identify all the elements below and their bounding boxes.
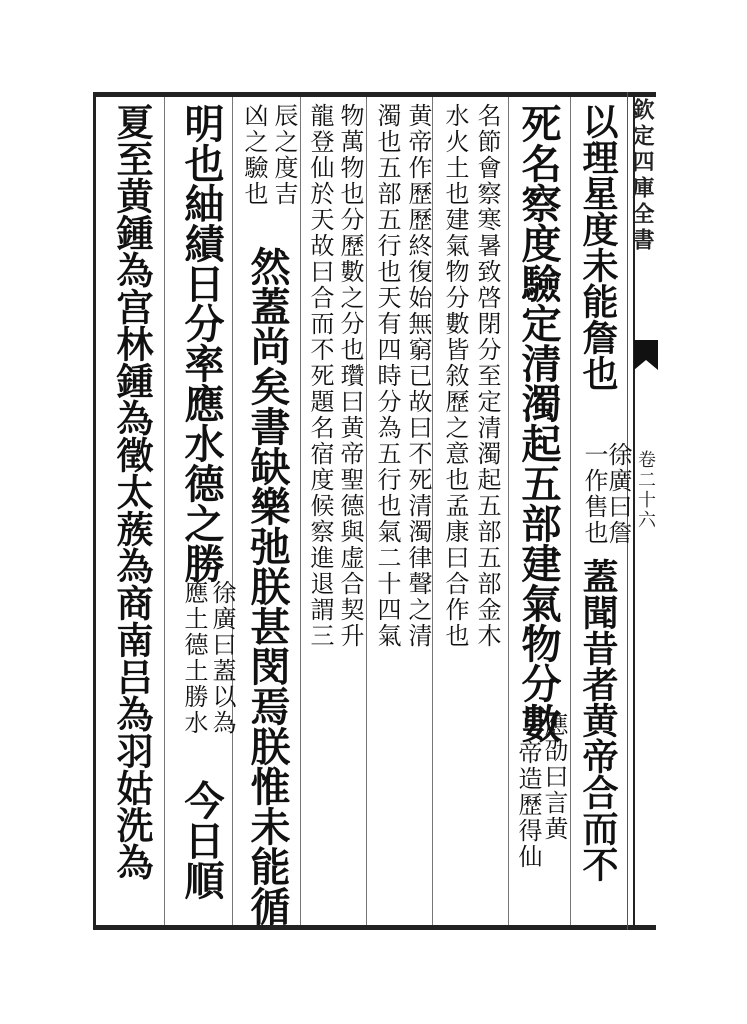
column-rule [366,97,367,925]
column-rule [232,97,233,925]
annotation-column: 徐廣曰蓋以為 [208,580,236,736]
column-rule [300,97,301,925]
annotation-column: 應土德土勝水 [180,580,208,736]
text-column: 夏至黄鍾為宫林鍾為徵太蔟為商南吕為羽姑洗為 [110,103,154,880]
column-rule [570,97,571,925]
annotation-column: 辰之度吉 [270,103,298,207]
text-column: 蓋聞昔者黄帝合而不 [577,558,619,882]
annotation-column: 龍登仙於天故曰合而不死題名宿度候察進退謂三 [306,103,334,649]
text-column: 死名察度驗定清濁起五部建氣物分數 [515,103,562,743]
annotation-column: 徐廣曰詹 [604,442,632,546]
fish-tail-mark-icon [634,340,658,370]
annotation-column: 凶之驗也 [240,103,268,207]
book-title: 欽定四庫全書 [629,98,655,254]
text-column: 然蓋尚矣書缺樂弛朕甚閔焉朕惟未能循 [244,246,291,926]
text-column: 以理星度未能詹也 [577,103,619,391]
annotation-column: 應劭曰言黄 [540,712,568,842]
annotation-column: 名節會察寒暑致啓閉分至定清濁起五部五部金木 [473,103,501,649]
text-column: 今日順 [178,780,225,900]
annotation-column: 帝造歷得仙 [514,740,542,870]
annotation-column: 黄帝作歷歷終復始無窮已故曰不死清濁律聲之清 [404,103,432,649]
juan-number: 卷二十六 [635,450,656,530]
annotation-column: 一作售也 [580,442,608,546]
text-column: 明也紬績日分率應水德之勝 [178,103,225,583]
column-rule [508,97,509,925]
annotation-column: 物萬物也分歷數之分也瓚曰黄帝聖德與虚合契升 [336,103,364,649]
column-rule [432,97,433,925]
annotation-column: 水火土也建氣物分數皆敘歷之意也孟康曰合作也 [441,103,469,649]
annotation-column: 濁也五部五行也天有四時分為五行也氣二十四氣 [373,103,401,649]
column-rule [164,97,165,925]
